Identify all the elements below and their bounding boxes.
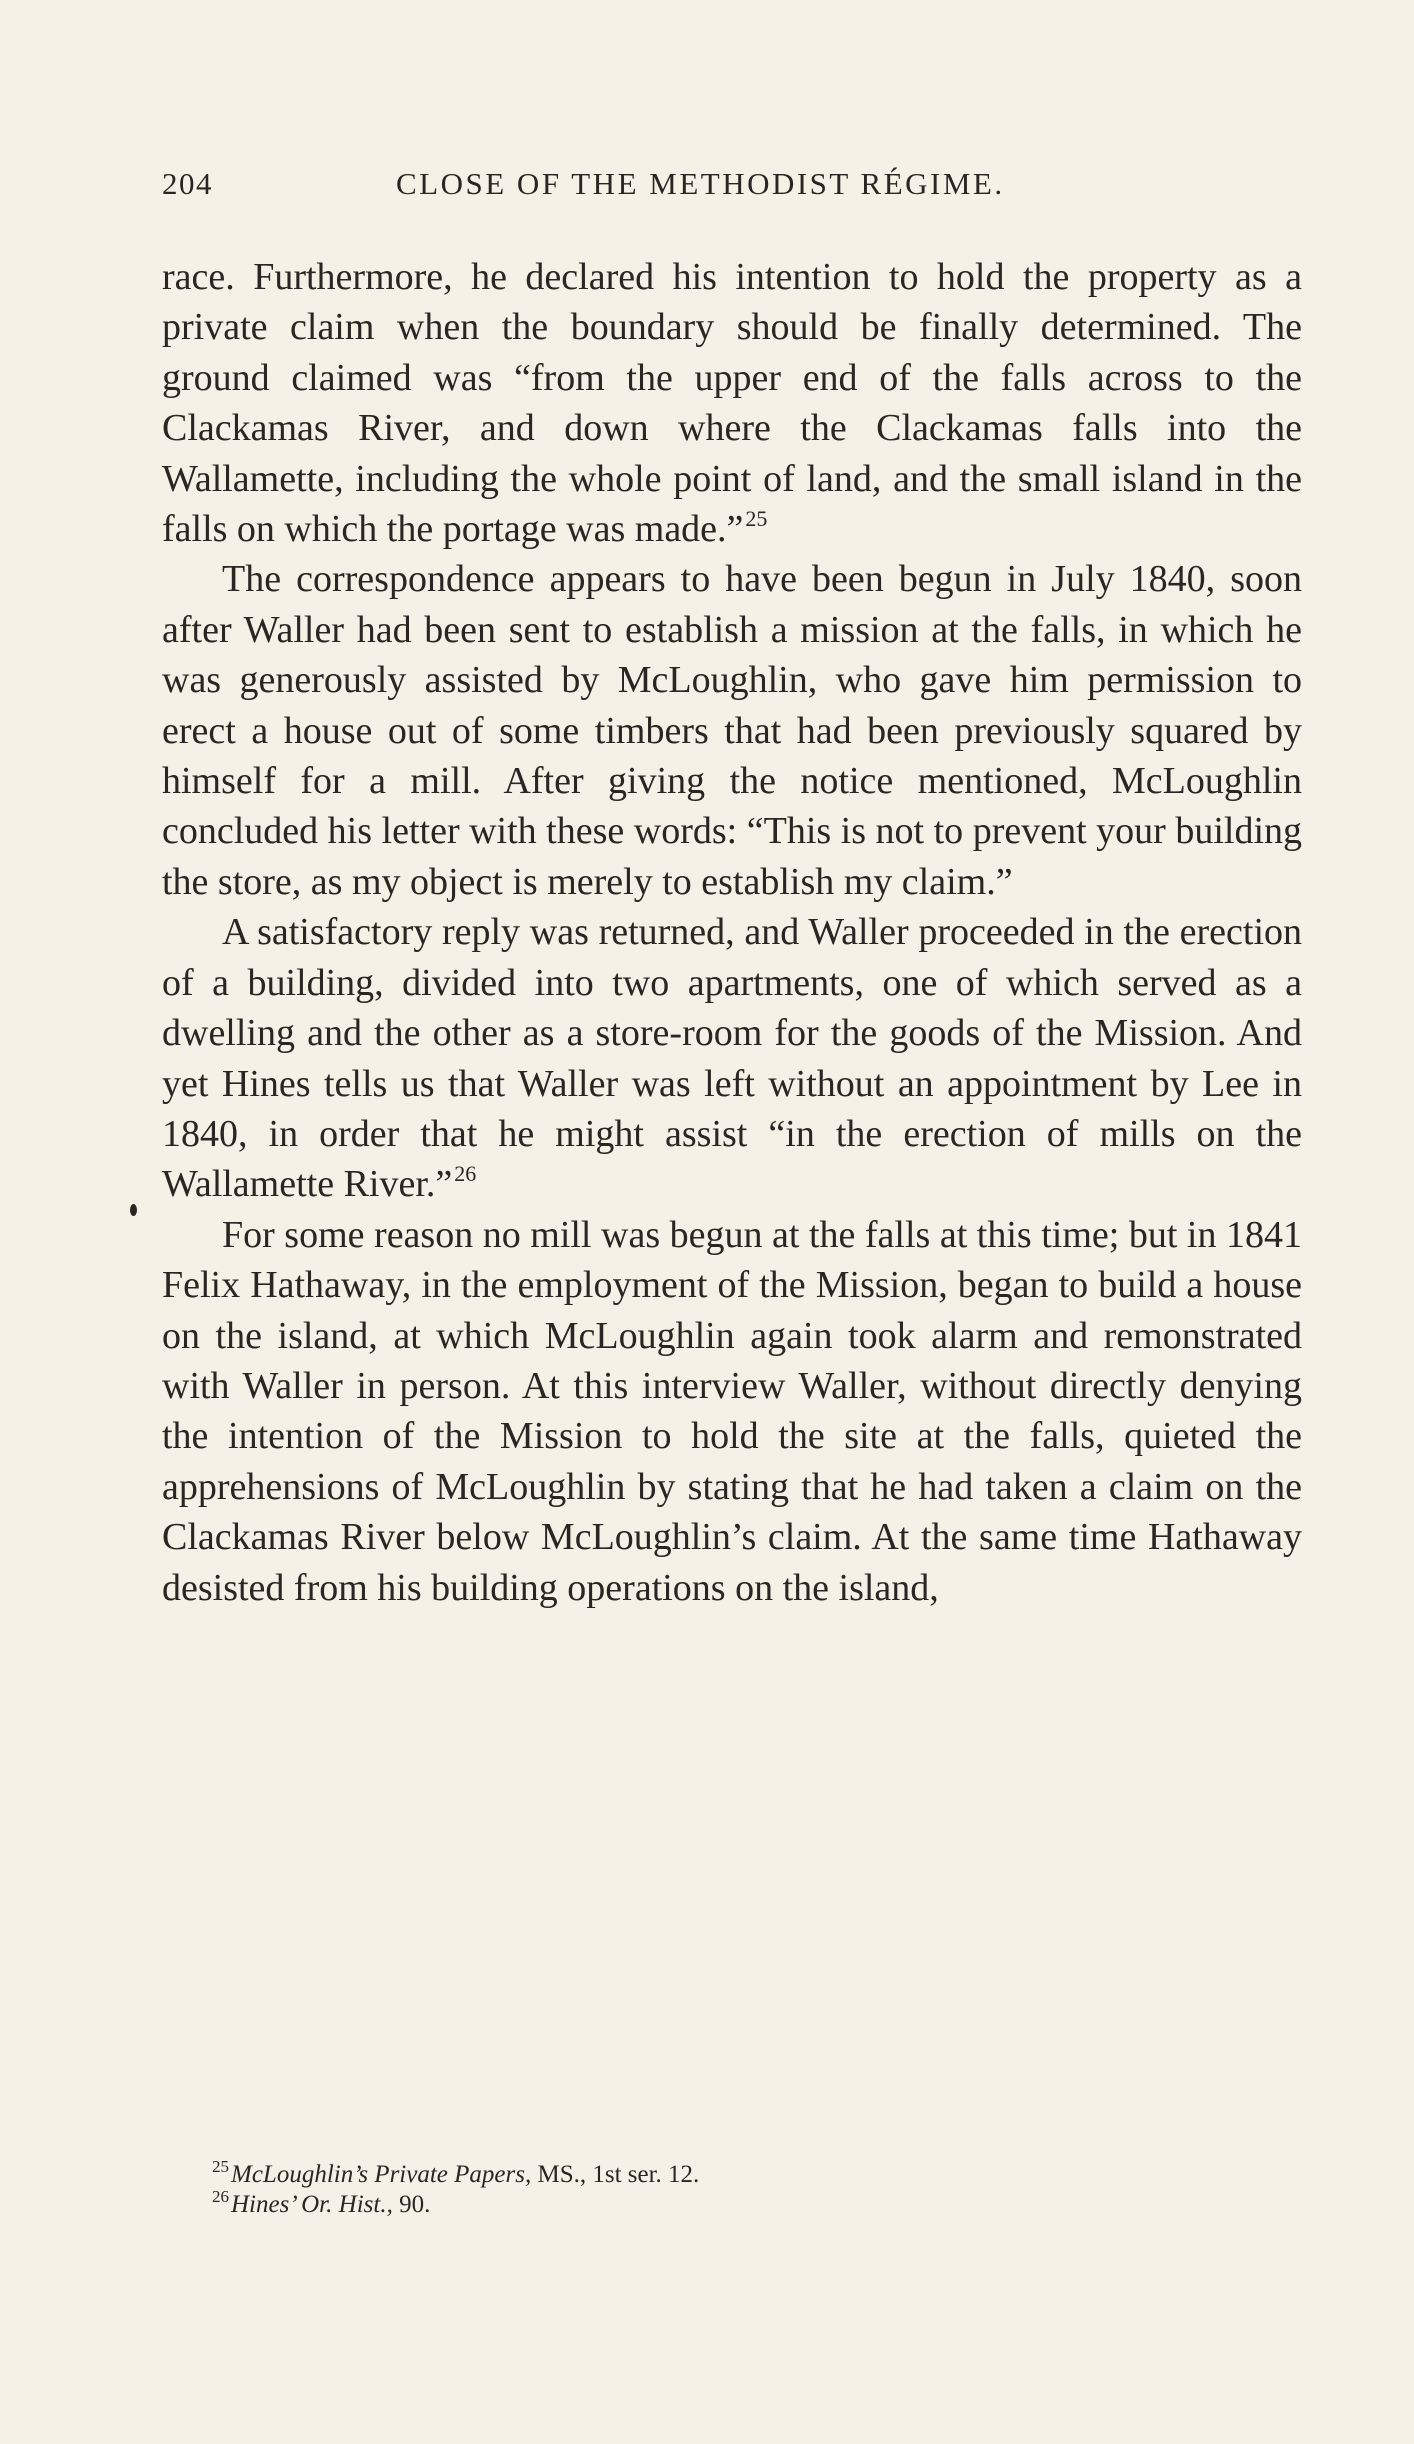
footnotes xyxy=(212,2157,1212,2220)
page-number: 204 xyxy=(162,166,213,201)
footnote-ref-26: 26 xyxy=(454,1161,477,1187)
body-text xyxy=(162,252,1302,1613)
footnote-number: 26 xyxy=(212,2187,229,2206)
footnote-citation: MS., 1st ser. 12. xyxy=(531,2161,700,2188)
paragraph-4 xyxy=(162,1210,1302,1613)
footnote-source-title: Hines’ Or. Hist., xyxy=(231,2191,393,2218)
footnote-ref-25: 25 xyxy=(745,506,768,532)
footnote-source-title: McLoughlin’s Private Papers, xyxy=(231,2161,532,2188)
paragraph-3 xyxy=(162,907,1302,1209)
running-title: CLOSE OF THE METHODIST RÉGIME. xyxy=(396,166,1005,201)
paragraph-4-text: For some reason no mill was begun at the falls at this time; but in 1841 Felix Hathaway, in the employment of the Mission, began to build a house on the island, at which McLoughlin again took alarm and remonstrated with Waller in person. At this interview Waller, without directly denying the intention of the Mission to hold the site at the falls, quieted the apprehensions of McLoughlin by stating that he had taken a claim on the Clackamas River below McLoughlin’s claim. At the same time Hathaway desisted from his building operations on the island, xyxy=(162,1213,1302,1609)
footnote-26 xyxy=(212,2187,1212,2220)
paragraph-2-text: The correspondence appears to have been begun in July 1840, soon after Waller had been sent to establish a mission at the falls, in which he was generously assisted by McLoughlin, who gave him permission to erect a house out of some timbers that had been previously squared by himself for a mill. After giving the notice mentioned, McLoughlin concluded his letter with these words: “This is not to prevent your building the store, as my object is merely to establish my claim.” xyxy=(162,558,1302,903)
footnote-number: 25 xyxy=(212,2157,229,2176)
running-head xyxy=(162,166,1302,210)
footnote-citation: 90. xyxy=(392,2191,431,2218)
footnote-25 xyxy=(212,2157,1212,2190)
paragraph-1 xyxy=(162,252,1302,554)
margin-mark xyxy=(130,1204,137,1216)
paragraph-3-text: A satisfactory reply was returned, and Waller proceeded in the erection of a building, divided into two apartments, one of which served as a dwelling and the other as a store-room for the goods of the Mission. And yet Hines tells us that Waller was left without an appointment by Lee in 1840, in order that he might assist “in the erection of mills on the Wallamette River.” xyxy=(162,911,1302,1206)
paragraph-2 xyxy=(162,554,1302,907)
paragraph-1-text: race. Furthermore, he declared his intention to hold the property as a private claim when the boundary should be finally determined. The ground claimed was “from the upper end of the falls across to the Clackamas River, and down where the Clackamas falls into the Wallamette, including the whole point of land, and the small island in the falls on which the portage was made.” xyxy=(162,256,1302,551)
